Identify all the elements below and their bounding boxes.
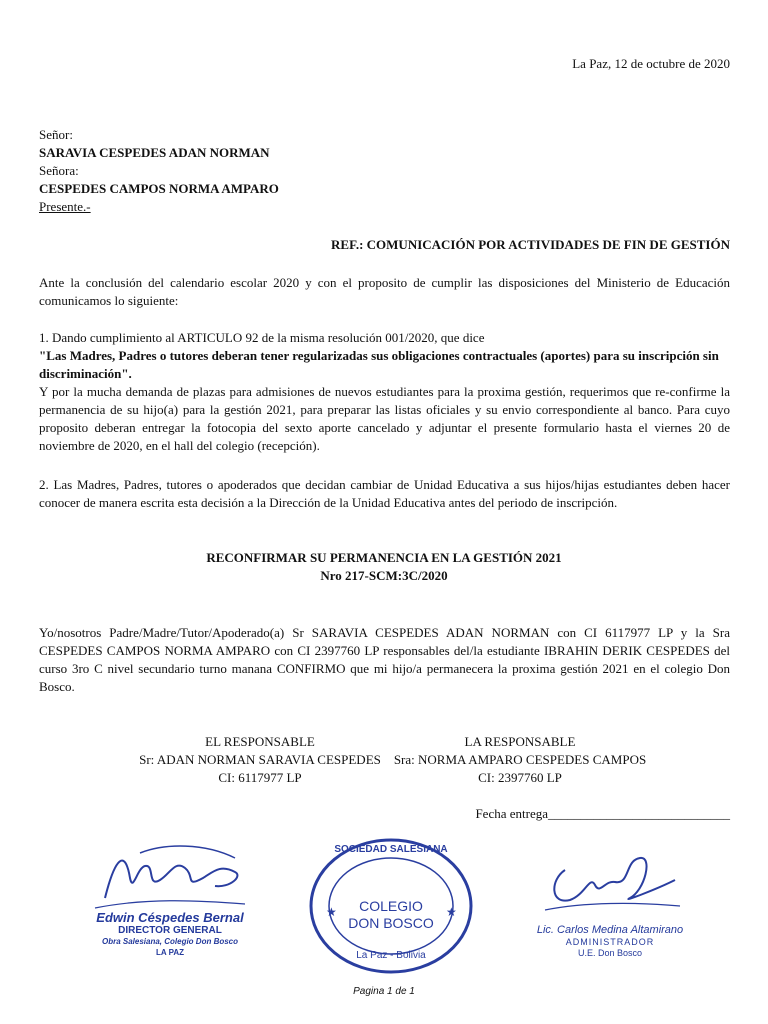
- letter-date: La Paz, 12 de octubre de 2020: [572, 56, 730, 71]
- declaration-paragraph: Yo/nosotros Padre/Madre/Tutor/Apoderado(a) Sr SARAVIA CESPEDES ADAN NORMAN con CI 6117977 LP y la Sra CESPEDES CAMPOS NORMA AMPARO con CI 2397760 LP responsables del/la estudiante IBRAHIN DERIK CESPEDES del curso 3ro C nivel secundario turno manana CONFIRMO que mi hijo/a permanecera la proxima gestión 2021 en el colegio Don Bosco.: [39, 625, 730, 694]
- senora-label: Señora:: [39, 163, 79, 178]
- director-org: Obra Salesiana, Colegio Don Bosco: [101, 937, 239, 946]
- responsable-right-title: LA RESPONSABLE: [464, 734, 576, 749]
- director-role: DIRECTOR GENERAL: [118, 925, 222, 936]
- admin-role: ADMINISTRADOR: [565, 937, 655, 947]
- point-1-line: 1. Dando cumplimiento al ARTICULO 92 de la misma resolución 001/2020, que dice: [39, 330, 485, 345]
- fecha-entrega-field: Fecha entrega____________________________: [475, 806, 730, 821]
- point-2: 2. Las Madres, Padres, tutores o apoderados que decidan cambiar de Unidad Educativa a sus hijos/hijas estudiantes deben hacer conocer de manera escrita esta decisión a la Dirección de la Unidad Educativa antes del periodo de inscripción.: [39, 477, 730, 510]
- admin-signature-icon: [535, 850, 685, 920]
- intro-paragraph: Ante la conclusión del calendario escolar 2020 y con el proposito de cumplir las disposiciones del Ministerio de Educación comunicamos lo siguiente:: [39, 275, 730, 308]
- director-city: LA PAZ: [156, 948, 184, 957]
- page-number: Pagina 1 de 1: [353, 986, 415, 997]
- responsable-left-ci: CI: 6117977 LP: [218, 770, 302, 785]
- point-1-body: Y por la mucha demanda de plazas para admisiones de nuevos estudiantes para la proxima gestión, requerimos que re-confirme la permanencia de su hijo(a) para la gestión 2021, para preparar las listas oficiales y su envio correspondiente al banco. Para cuyo proposito deberan entregar la fotocopia del sexto aporte cancelado y adjuntar el presente formulario hasta el viernes 20 de noviembre de 2020, en el hall del colegio (recepción).: [39, 384, 730, 453]
- senor-label: Señor:: [39, 127, 73, 142]
- admin-org: U.E. Don Bosco: [577, 948, 643, 958]
- svg-text:★: ★: [446, 905, 457, 919]
- director-name: Edwin Céspedes Bernal: [96, 910, 244, 925]
- svg-text:★: ★: [326, 905, 337, 919]
- seal-line-2: DON BOSCO: [348, 915, 434, 931]
- reference-line: REF.: COMUNICACIÓN POR ACTIVIDADES DE FIN DE GESTIÓN: [331, 237, 730, 252]
- admin-stamp: [515, 924, 705, 959]
- seal-line-1: COLEGIO: [359, 898, 423, 914]
- seal-top-text: SOCIEDAD SALESIANA: [334, 844, 448, 855]
- responsable-right-ci: CI: 2397760 LP: [478, 770, 562, 785]
- point-1: [39, 329, 730, 455]
- reconfirm-number: Nro 217-SCM:3C/2020: [320, 568, 448, 583]
- director-signature-icon: [85, 838, 255, 918]
- director-stamp: [70, 910, 270, 958]
- senor-name: SARAVIA CESPEDES ADAN NORMAN: [39, 145, 270, 160]
- responsable-right-name: Sra: NORMA AMPARO CESPEDES CAMPOS: [393, 752, 647, 767]
- seal-center: [306, 898, 476, 932]
- responsable-left-title: EL RESPONSABLE: [205, 734, 315, 749]
- presente: Presente.-: [39, 199, 91, 214]
- point-1-quote: "Las Madres, Padres o tutores deberan tener regularizadas sus obligaciones contractuales (aportes) para su inscripción sin discriminación".: [39, 348, 719, 381]
- addressee-block: [39, 126, 279, 216]
- seal-bottom-text: La Paz - Bolivia: [356, 950, 426, 961]
- responsable-left: [110, 733, 410, 787]
- reconfirm-heading: [0, 549, 768, 585]
- reconfirm-title: RECONFIRMAR SU PERMANENCIA EN LA GESTIÓN 2021: [206, 550, 562, 565]
- responsable-left-name: Sr: ADAN NORMAN SARAVIA CESPEDES: [139, 752, 381, 767]
- senora-name: CESPEDES CAMPOS NORMA AMPARO: [39, 181, 279, 196]
- admin-name: Lic. Carlos Medina Altamirano: [536, 924, 684, 936]
- responsable-right: [370, 733, 670, 787]
